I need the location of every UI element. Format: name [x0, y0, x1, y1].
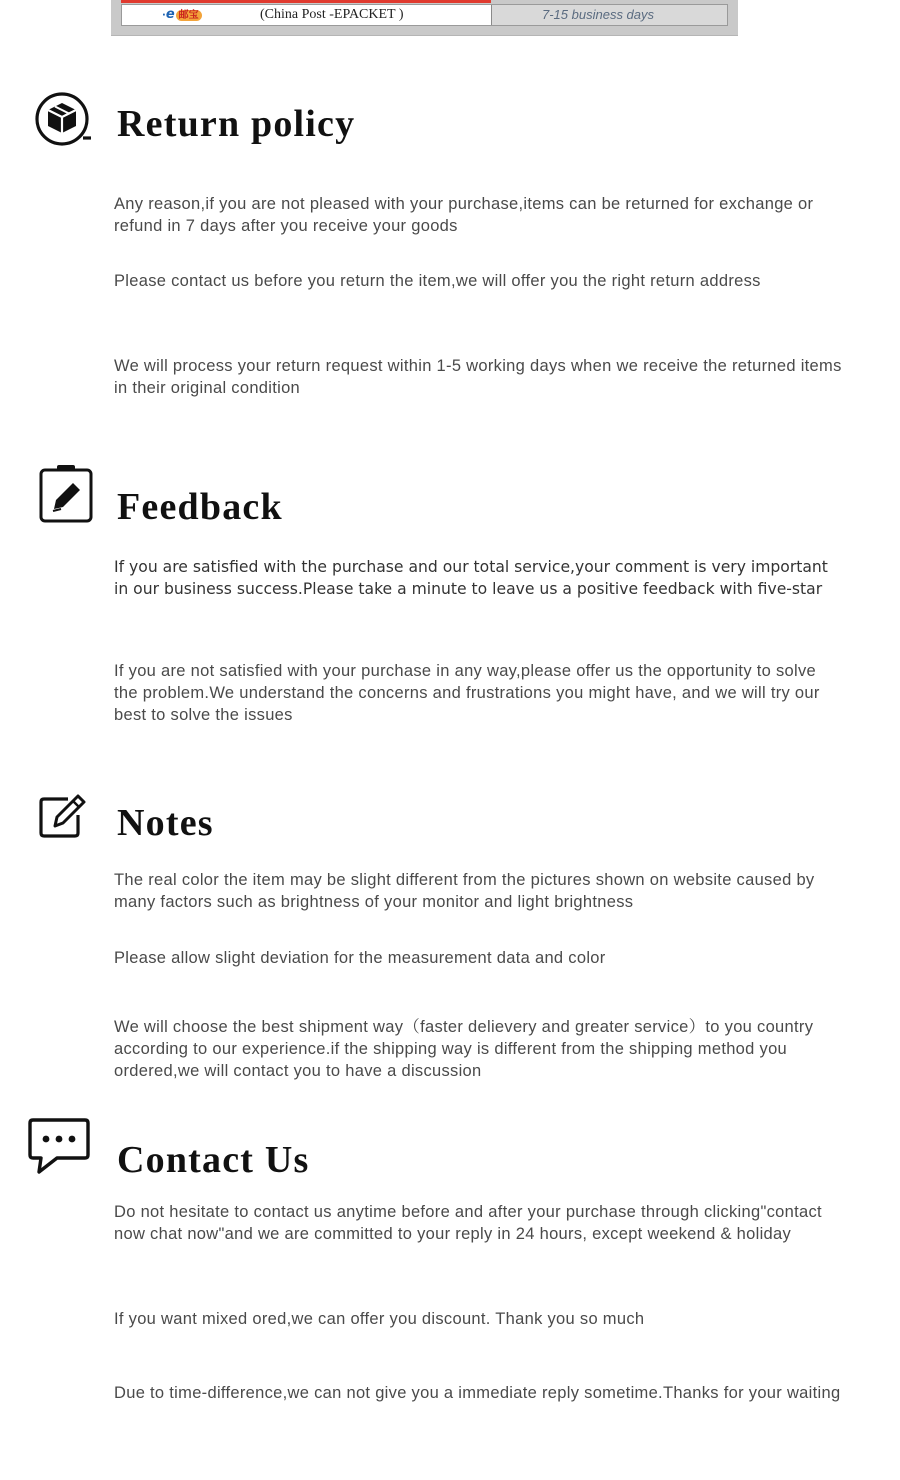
notes-paragraph-2: Please allow slight deviation for the measurement data and color	[114, 949, 606, 967]
shipping-table	[111, 0, 738, 36]
shipping-method-cell	[122, 5, 492, 25]
return-policy-paragraph-2: Please contact us before you return the item,we will offer you the right return address	[114, 272, 761, 290]
shipping-row	[121, 4, 728, 26]
clipboard-pen-icon	[39, 465, 93, 523]
feedback-heading: Feedback	[117, 486, 283, 528]
table-divider	[121, 0, 491, 3]
notes-paragraph-3: We will choose the best shipment way（faster delievery and greater service）to you country according to our experience.if the shipping way is different from the shipping method you ordered,we will contact you to have a discussion	[114, 1018, 814, 1080]
shipping-method: (China Post -EPACKET )	[260, 7, 404, 22]
package-icon	[33, 91, 93, 149]
contact-us-paragraph-2: If you want mixed ored,we can offer you discount. Thank you so much	[114, 1310, 645, 1328]
return-policy-paragraph-1: Any reason,if you are not pleased with your purchase,items can be returned for exchange or refund in 7 days after you receive your goods	[114, 195, 814, 235]
contact-us-heading: Contact Us	[117, 1139, 310, 1181]
shipping-days: 7-15 business days	[542, 7, 655, 22]
contact-us-paragraph-3: Due to time-difference,we can not give you a immediate reply sometime.Thanks for your waiting	[114, 1384, 841, 1402]
feedback-paragraph-2: If you are not satisfied with your purchase in any way,please offer us the opportunity to solve the problem.We understand the concerns and frustrations you might have, and we will try our best to solve the issues	[114, 662, 820, 724]
chat-bubble-icon	[27, 1117, 91, 1175]
notes-heading: Notes	[117, 802, 214, 844]
notes-paragraph-1: The real color the item may be slight different from the pictures shown on website caused by many factors such as brightness of your monitor and light brightness	[114, 871, 815, 911]
edit-icon	[38, 791, 88, 839]
return-policy-paragraph-3: We will process your return request within 1-5 working days when we receive the returned items in their original condition	[114, 357, 842, 397]
epacket-logo: ·e 邮宝	[162, 7, 220, 23]
contact-us-paragraph-1: Do not hesitate to contact us anytime before and after your purchase through clicking"contact now chat now"and we are committed to your reply in 24 hours, except weekend & holiday	[114, 1203, 822, 1243]
return-policy-heading: Return policy	[117, 103, 356, 145]
feedback-paragraph-1: If you are satisfied with the purchase and our total service,your comment is very important in our business success.Please take a minute to leave us a positive feedback with five-star	[114, 558, 828, 598]
